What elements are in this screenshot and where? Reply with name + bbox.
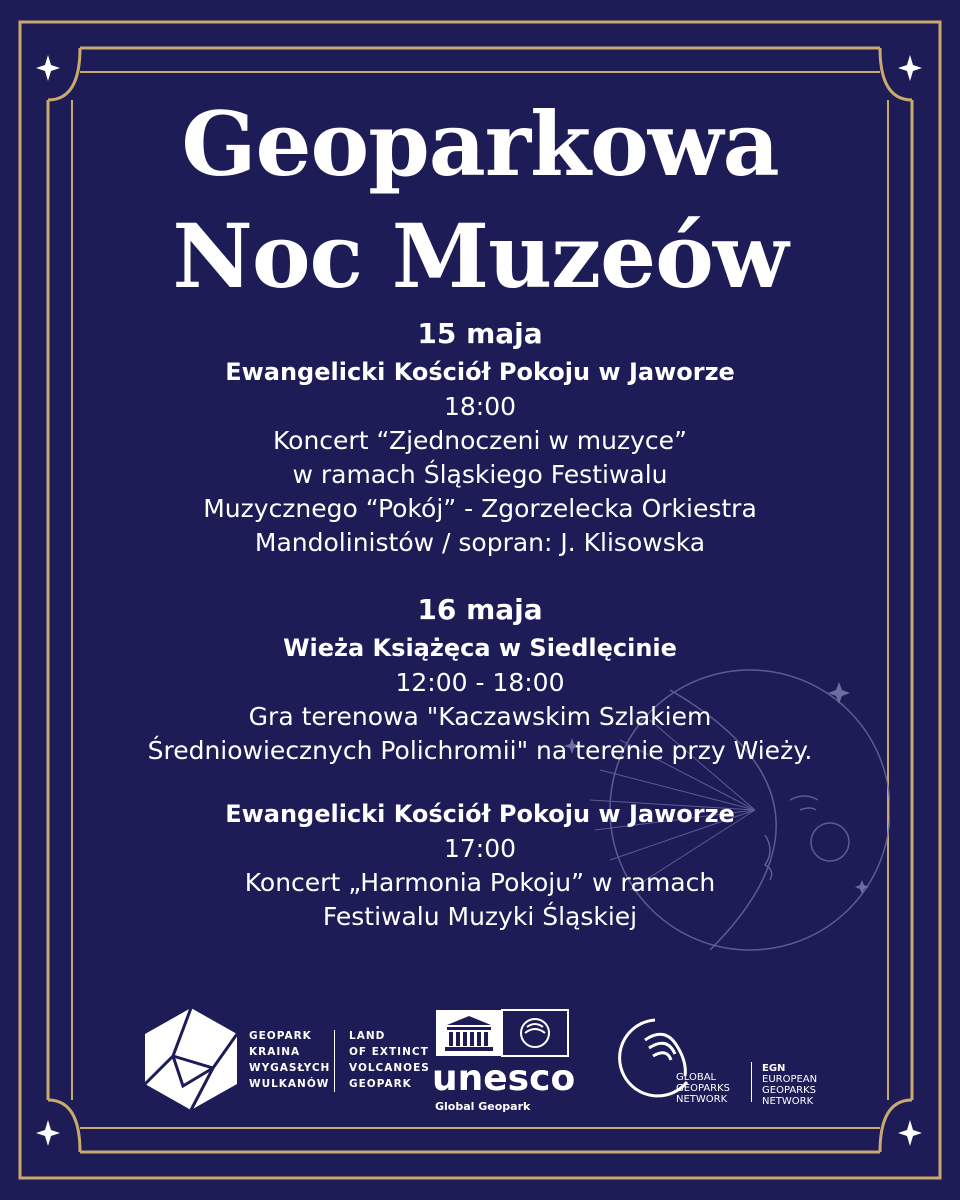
land-line: OF EXTINCT	[349, 1046, 429, 1058]
unesco-temple-logo	[435, 1009, 569, 1057]
title-line-2: Noc Muzeów	[172, 204, 788, 308]
event2-time: 12:00 - 18:00	[395, 668, 565, 697]
event2-date: 16 maja	[417, 593, 543, 626]
egn-line: EUROPEAN	[762, 1074, 818, 1085]
event1-desc-1: Koncert “Zjednoczeni w muzyce”	[273, 426, 687, 455]
ggn-line: GEOPARKS	[676, 1083, 731, 1094]
land-logo-text	[349, 1028, 430, 1092]
ggn-text	[676, 1072, 730, 1105]
unesco-wordmark: unesco	[432, 1058, 576, 1099]
event-list	[0, 314, 960, 934]
land-line: LAND	[349, 1030, 386, 1042]
egn-line: NETWORK	[762, 1096, 814, 1107]
egn-abbr: EGN	[762, 1063, 786, 1074]
event1-desc-2: w ramach Śląskiego Festiwalu	[292, 460, 668, 489]
land-line: GEOPARK	[349, 1078, 412, 1090]
kraina-line: GEOPARK	[249, 1030, 312, 1042]
event2-desc-1: Gra terenowa "Kaczawskim Szlakiem	[248, 702, 712, 731]
event3-desc-1: Koncert „Harmonia Pokoju” w ramach	[244, 868, 716, 897]
logo-divider	[751, 1062, 752, 1102]
kraina-line: WULKANÓW	[249, 1078, 330, 1090]
spacer	[0, 768, 960, 796]
event3-desc-2: Festiwalu Muzyki Śląskiej	[322, 902, 638, 931]
egn-text	[762, 1063, 817, 1107]
kraina-logo-text	[249, 1028, 330, 1092]
event2-desc-2: Średniowiecznych Polichromii" na terenie przy Wieży.	[147, 736, 813, 765]
event2-venue: Wieża Książęca w Siedlęcinie	[283, 634, 677, 662]
page-title	[0, 88, 960, 312]
ggn-line: GLOBAL	[676, 1072, 717, 1083]
event1-venue: Ewangelicki Kościół Pokoju w Jaworze	[225, 358, 735, 386]
event1-time: 18:00	[443, 392, 517, 421]
event1-desc-3: Muzycznego “Pokój” - Zgorzelecka Orkiestra	[203, 494, 757, 523]
kraina-line: KRAINA	[249, 1046, 301, 1058]
spacer	[0, 560, 960, 590]
land-line: VOLCANOES	[349, 1062, 430, 1074]
event1-desc-4: Mandolinistów / sopran: J. Klisowska	[254, 528, 706, 557]
kraina-line: WYGASŁYCH	[249, 1062, 331, 1074]
geopark-cube-logo	[143, 1006, 239, 1112]
logo-divider	[334, 1030, 335, 1092]
event3-venue: Ewangelicki Kościół Pokoju w Jaworze	[225, 800, 735, 828]
event1-date: 15 maja	[417, 317, 543, 350]
egn-line: GEOPARKS	[762, 1085, 817, 1096]
unesco-geopark-label: Global Geopark	[435, 1100, 531, 1113]
title-line-1: Geoparkowa	[181, 92, 779, 196]
ggn-line: NETWORK	[676, 1094, 728, 1105]
event3-time: 17:00	[443, 834, 517, 863]
